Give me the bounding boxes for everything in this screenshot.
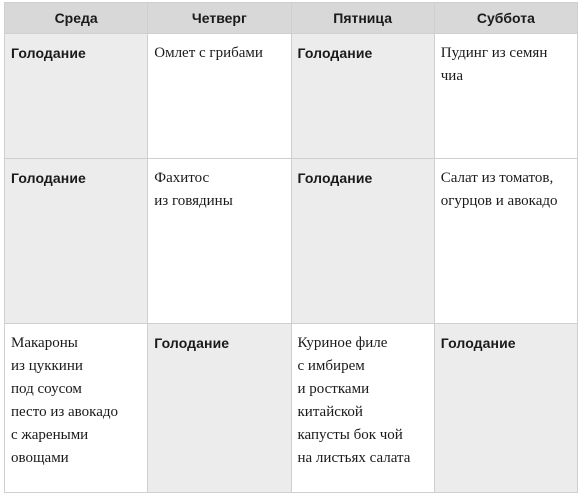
table-row [5, 159, 578, 324]
cell-fasting [291, 159, 434, 324]
meal-plan-table [4, 2, 578, 493]
cell-meal [434, 34, 577, 159]
cell-line: Фахитос [154, 170, 210, 186]
cell-meal [291, 324, 434, 493]
cell-line: Куриное филе [297, 335, 388, 351]
cell-line: капусты бок чой [297, 427, 403, 443]
cell-fasting [5, 159, 148, 324]
cell-line: Голодание [154, 335, 230, 351]
cell-line: Голодание [11, 170, 86, 186]
cell-line: Салат из томатов, [440, 170, 554, 186]
cell-fasting [434, 324, 577, 493]
header-saturday: Суббота [434, 3, 577, 34]
cell-line: Голодание [297, 170, 373, 186]
cell-fasting [5, 34, 148, 159]
cell-line: из цуккини [11, 358, 83, 374]
cell-line: на листьях салата [297, 450, 411, 466]
cell-meal [434, 159, 577, 324]
header-thursday: Четверг [148, 3, 291, 34]
cell-line: огурцов и авокадо [440, 193, 558, 209]
cell-fasting [148, 324, 291, 493]
cell-meal [5, 324, 148, 493]
cell-line: с жареными [11, 427, 89, 443]
cell-line: Пудинг из семян [440, 45, 548, 61]
header-row [5, 3, 578, 34]
cell-fasting [291, 34, 434, 159]
cell-line: Голодание [297, 45, 373, 61]
cell-line: китайской [297, 404, 363, 420]
cell-line: из говядины [154, 193, 233, 209]
cell-line: с имбирем [297, 358, 365, 374]
cell-line: Макароны [11, 335, 78, 351]
cell-meal [148, 159, 291, 324]
cell-line: и ростками [297, 381, 370, 397]
cell-line: чиа [440, 68, 463, 84]
header-friday: Пятница [291, 3, 434, 34]
cell-line: овощами [11, 450, 69, 466]
cell-line: Голодание [440, 335, 516, 351]
cell-meal [148, 34, 291, 159]
table-row [5, 324, 578, 493]
cell-line: песто из авокадо [11, 404, 119, 420]
header-wednesday: Среда [5, 3, 148, 34]
cell-line: Голодание [11, 45, 86, 61]
cell-line: Омлет с грибами [154, 45, 263, 61]
cell-line: под соусом [11, 381, 82, 397]
table-row [5, 34, 578, 159]
